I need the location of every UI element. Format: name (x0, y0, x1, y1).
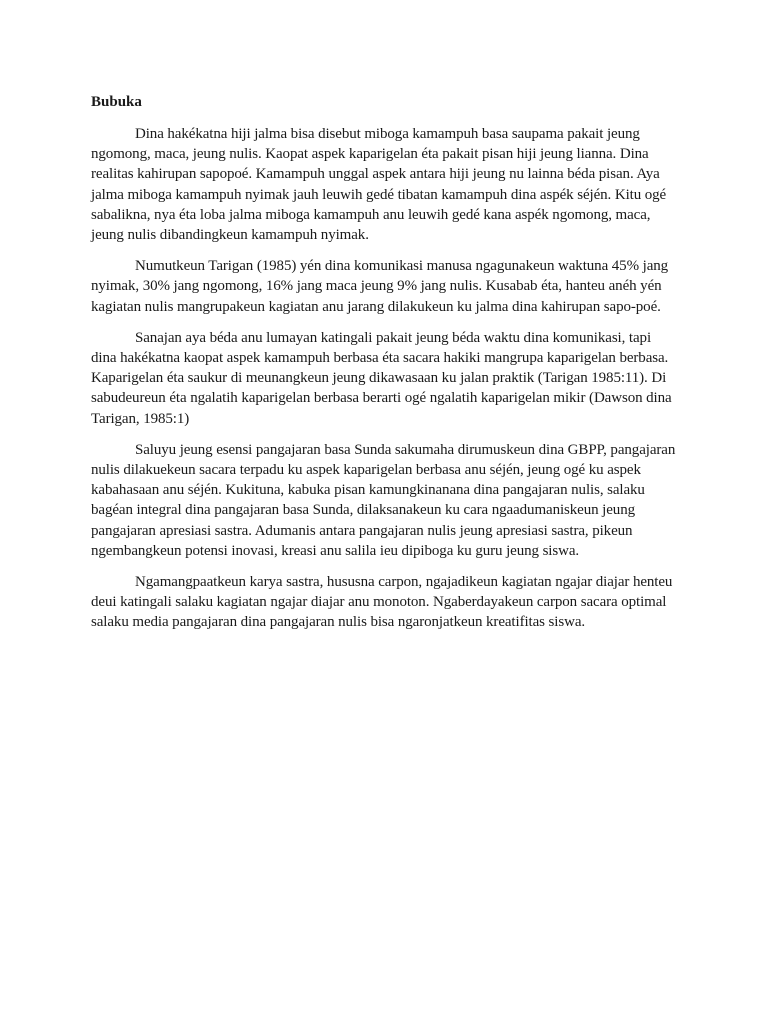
paragraph-1: Dina hakékatna hiji jalma bisa disebut miboga kamampuh basa saupama pakait jeung ngomong, maca, jeung nulis. Kaopat aspek kaparigelan éta pakait pisan hiji jeung lianna. Dina realitas kahirupan sapopoé. Kamampuh unggal aspek antara hiji jeung nu lainna béda pisan. Aya jalma miboga kamampuh nyimak jauh leuwih gedé tibatan kamampuh dina aspék séjén. Kitu ogé sabalikna, nya éta loba jalma miboga kamampuh anu leuwih gedé kana aspék ngomong, maca, jeung nulis dibandingkeun kamampuh nyimak. (91, 126, 667, 244)
section-heading: Bubuka (91, 94, 142, 110)
paragraph-2: Numutkeun Tarigan (1985) yén dina komunikasi manusa ngagunakeun waktuna 45% jang nyimak, 30% jang ngomong, 16% jang maca jeung 9% jang nulis. Kusabab éta, hanteu anéh yén kagiatan nulis mangrupakeun kagiatan anu jarang dilakukeun ku jalma dina kahirupan sapo-poé. (91, 258, 669, 315)
document-body (91, 92, 678, 644)
paragraph-5: Ngamangpaatkeun karya sastra, hususna carpon, ngajadikeun kagiatan ngajar diajar henteu deui katingali salaku kagiatan ngajar diajar anu monoton. Ngaberdayakeun carpon sacara optimal salaku media pangajaran dina pangajaran nulis bisa ngaronjatkeun kreatifitas siswa. (91, 574, 673, 631)
paragraph-4: Saluyu jeung esensi pangajaran basa Sunda sakumaha dirumuskeun dina GBPP, pangajaran nulis dilakuekeun sacara terpadu ku aspek kaparigelan berbasa anu séjén, jeung ogé ku aspek kabahasaan anu séjén. Kukituna, kabuka pisan kamungkinanana dina pangajaran nulis, salaku bagéan integral dina pangajaran basa Sunda, dilaksanakeun ku cara ngaadumaniskeun jeung pangajaran apresiasi sastra. Adumanis antara pangajaran nulis jeung apresiasi sastra, pikeun ngembangkeun potensi inovasi, kreasi anu salila ieu dipiboga ku guru jeung siswa. (91, 441, 676, 559)
paragraph-3: Sanajan aya béda anu lumayan katingali pakait jeung béda waktu dina komunikasi, tapi dina hakékatna kaopat aspek kamampuh berbasa éta sacara hakiki mangrupa kaparigelan berbasa. Kaparigelan éta saukur di meunangkeun jeung dikawasaan ku jalan praktik (Tarigan 1985:11). Di sabudeureun éta ngalatih kaparigelan berbasa berarti ogé ngalatih kaparigelan mikir (Dawson dina Tarigan, 1985:1) (91, 329, 672, 427)
